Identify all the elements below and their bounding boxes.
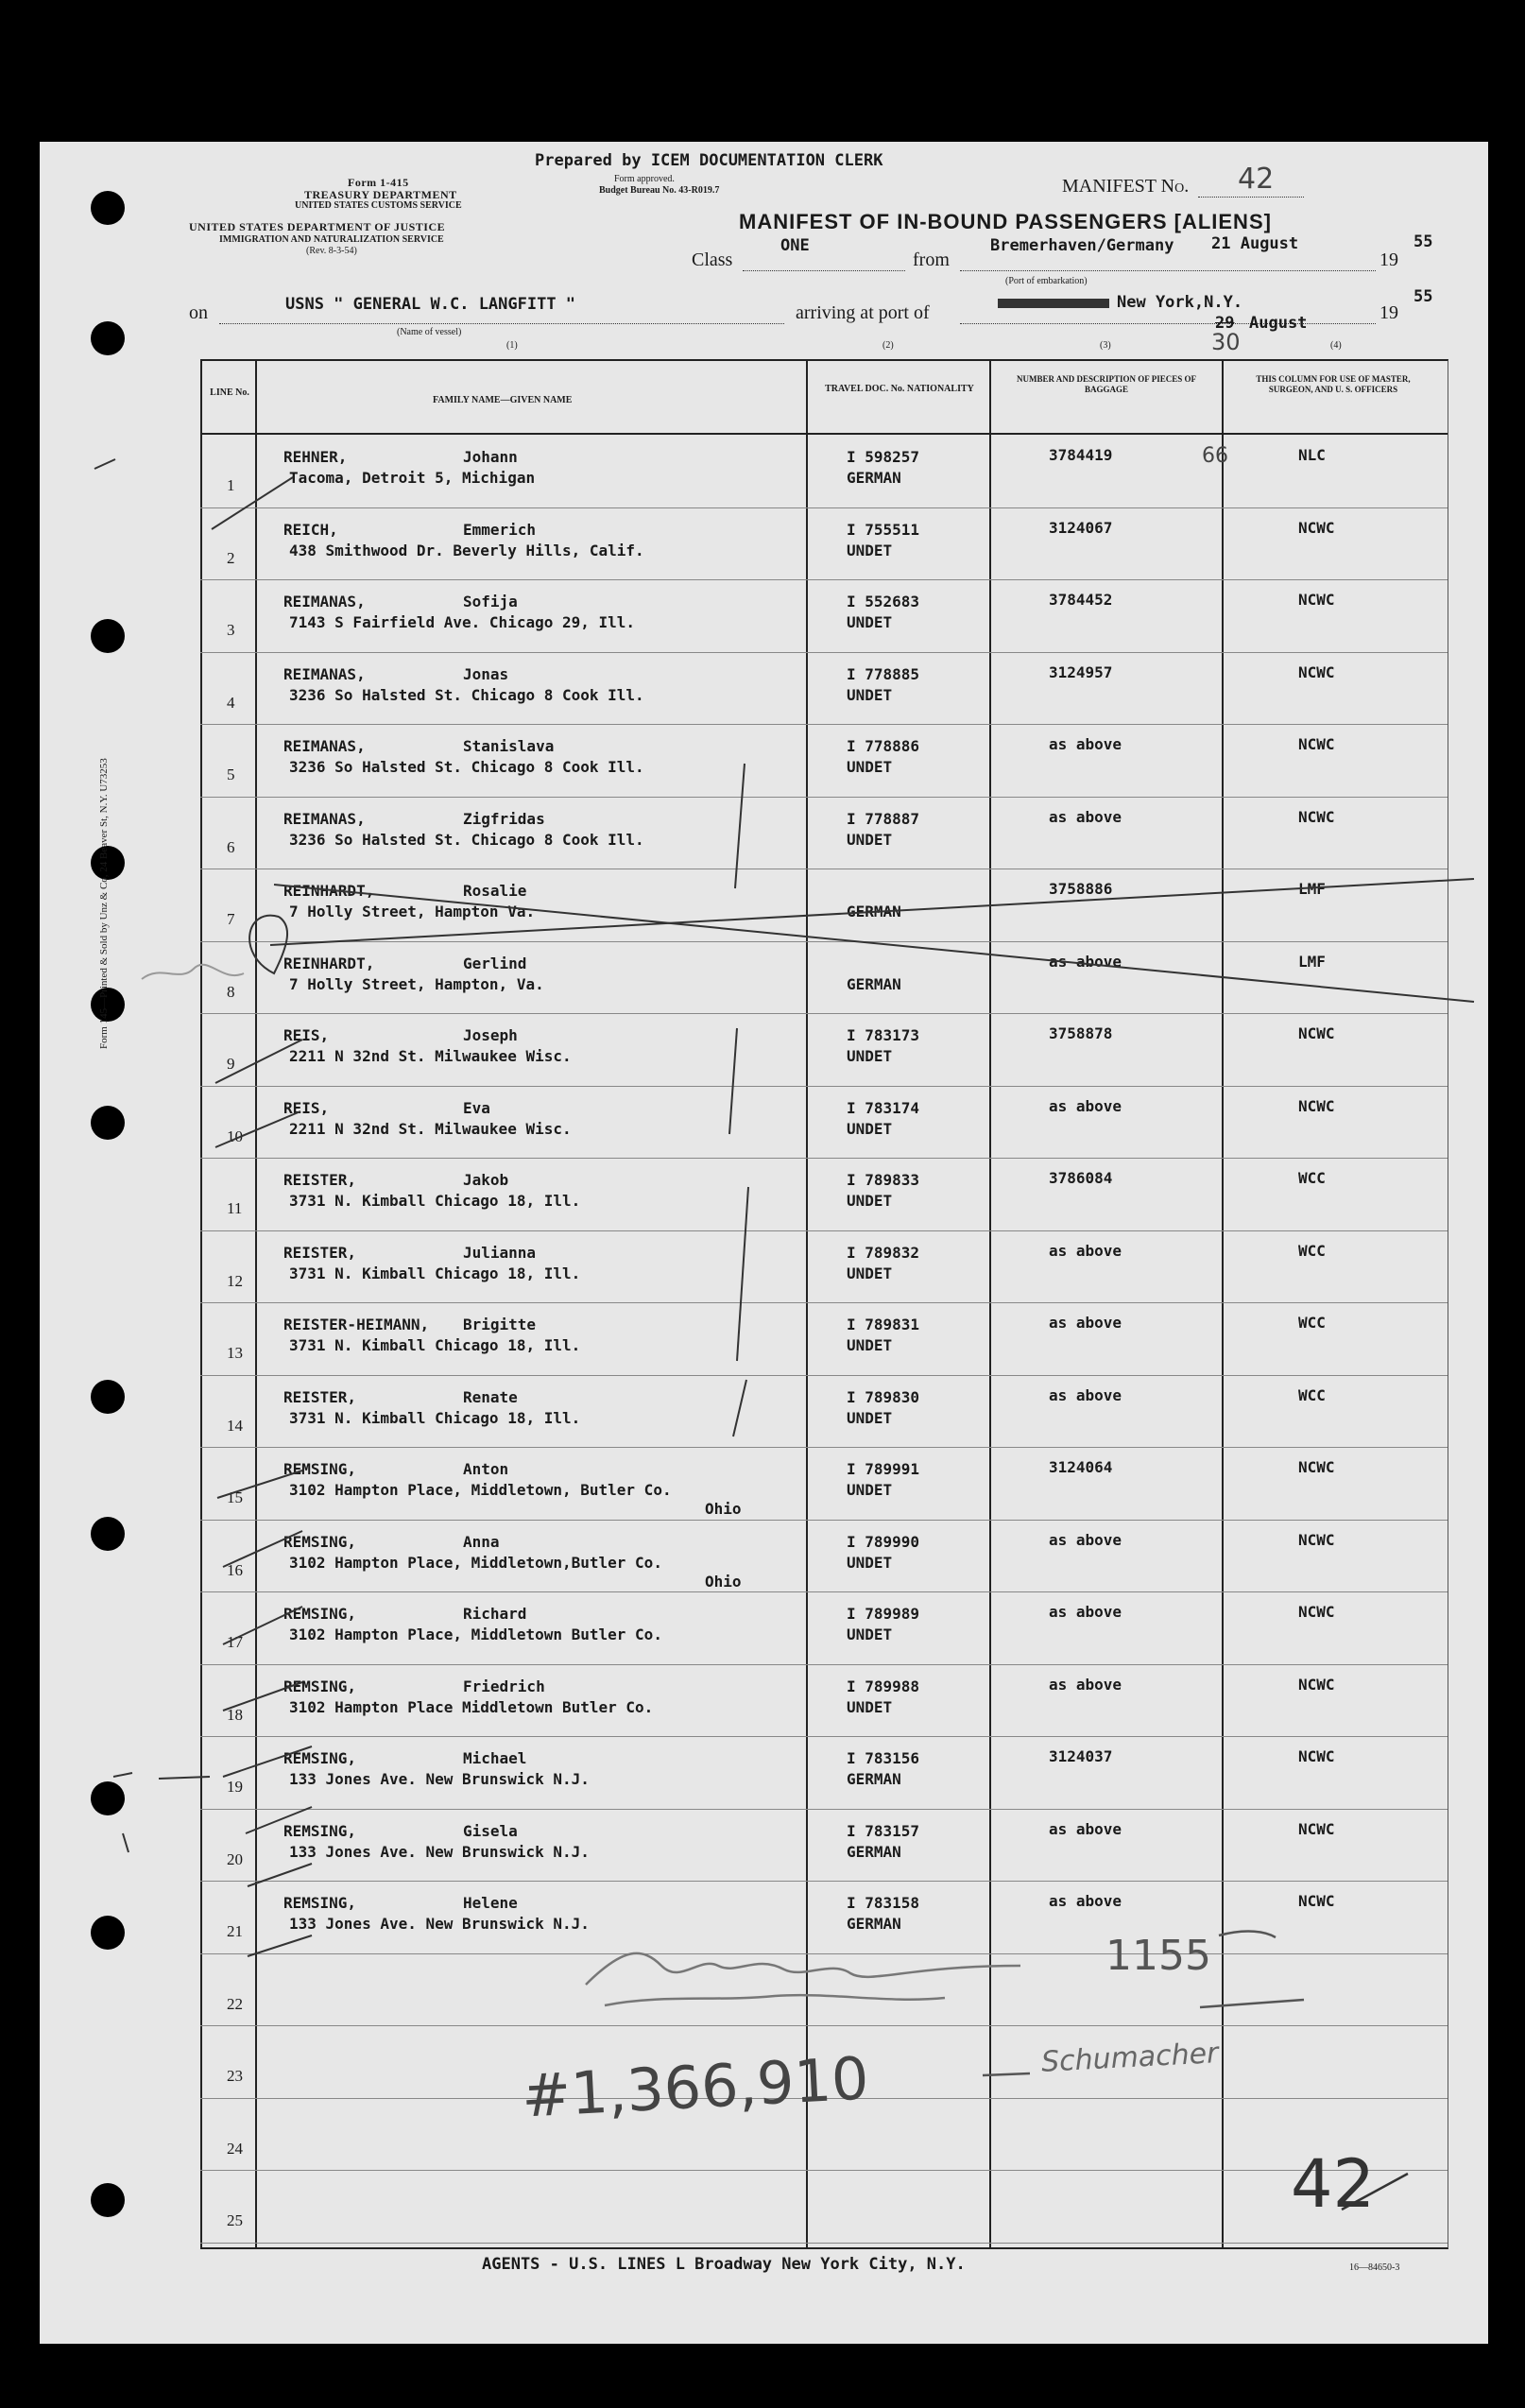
budget-bureau: Budget Bureau No. 43-R019.7 [599,185,720,196]
travel-doc-no: I 783174 [847,1098,920,1117]
line-number: 23 [227,2067,243,2085]
ins-service: IMMIGRATION AND NATURALIZATION SERVICE [219,234,444,245]
baggage: as above [1049,1385,1122,1404]
travel-doc-no: I 789831 [847,1316,920,1333]
family-name: REHNER, [283,448,348,466]
given-name: Johann [463,448,518,466]
line-number: 9 [227,1055,235,1073]
line-number: 3 [227,621,235,639]
address: 133 Jones Ave. New Brunswick N.J. [289,1770,590,1788]
nationality: UNDET [847,1119,893,1138]
given-name: Emmerich [463,520,537,539]
officer-code: NCWC [1298,1603,1335,1621]
line-number: 11 [227,1199,243,1217]
line-number: 6 [227,837,235,856]
family-name: REIS, [283,1098,330,1117]
line-number: 15 [227,1488,243,1506]
officer-code: NCWC [1298,1024,1335,1042]
year-label-1: 19 [1379,249,1398,270]
manifest-no-value: 42 [1238,163,1275,196]
line-number: 19 [227,1778,243,1796]
arrival-date: August [1249,314,1308,333]
nationality: UNDET [847,1047,893,1065]
travel-doc-no: I 783156 [847,1749,920,1767]
travel-doc-no: I 778887 [847,809,920,828]
officer-code: NCWC [1298,1530,1335,1549]
family-name: REICH, [283,520,338,539]
given-name: Zigfridas [463,809,545,828]
from-port: Bremerhaven/Germany [990,236,1174,255]
family-name: REISTER, [283,1387,357,1406]
address: 3102 Hampton Place, Middletown Butler Co. [289,1625,662,1643]
travel-doc-no: I 789830 [847,1387,920,1406]
baggage: 3784452 [1049,591,1113,609]
travel-doc-no: I 598257 [847,448,920,466]
col-number-2: (2) [882,340,894,351]
family-name: REIMANAS, [283,737,366,755]
arrival-date-struck: 29 [1215,314,1235,333]
officer-code: WCC [1298,1314,1326,1332]
officer-code: NCWC [1298,1675,1335,1694]
baggage: as above [1049,1530,1122,1549]
officer-code: NCWC [1298,518,1335,537]
line-number: 4 [227,693,235,712]
officer-code: NCWC [1298,735,1335,753]
line-number: 2 [227,548,235,567]
family-name: REISTER, [283,1171,357,1189]
family-name: REMSING, [283,1821,357,1840]
given-name: Jonas [463,664,509,683]
nationality: UNDET [847,830,893,849]
line-number: 8 [227,982,235,1001]
travel-doc-no: I 789988 [847,1677,920,1695]
address: 7143 S Fairfield Ave. Chicago 29, Ill. [289,613,636,631]
line-number: 7 [227,910,235,928]
family-name: REMSING, [283,1532,357,1551]
family-name: REMSING, [283,1677,357,1695]
travel-doc-no: I 778885 [847,664,920,683]
arrival-date-hand: 30 [1211,329,1241,355]
travel-doc-no: I 783157 [847,1821,920,1840]
baggage: as above [1049,1241,1122,1260]
officer-code: NCWC [1298,591,1335,609]
baggage: as above [1049,1675,1122,1694]
officer-code: NCWC [1298,807,1335,826]
baggage: as above [1049,735,1122,753]
address: 3731 N. Kimball Chicago 18, Ill. [289,1408,581,1427]
nationality: GERMAN [847,1770,901,1788]
address: 3102 Hampton Place Middletown Butler Co. [289,1697,654,1716]
given-name: Sofija [463,593,518,611]
baggage-note: 66 [1202,444,1228,468]
line-number: 14 [227,1416,243,1435]
nationality: GERMAN [847,1842,901,1861]
travel-doc-no: I 789991 [847,1460,920,1478]
address: 133 Jones Ave. New Brunswick N.J. [289,1842,590,1861]
officer-code: LMF [1298,952,1326,971]
nationality: GERMAN [847,974,901,993]
footer-code: 16—84650-3 [1349,2262,1400,2273]
address: 7 Holly Street, Hampton Va. [289,903,536,920]
baggage: 3124067 [1049,518,1113,537]
given-name: Rosalie [463,882,527,900]
officer-code: NCWC [1298,1747,1335,1765]
line-number: 1 [227,476,235,494]
given-name: Michael [463,1749,527,1767]
baggage: as above [1049,807,1122,826]
family-name: REIMANAS, [283,593,366,611]
address: 3236 So Halsted St. Chicago 8 Cook Ill. [289,685,644,704]
nationality: UNDET [847,1481,893,1499]
manifest-no-label: MANIFEST No. [1062,176,1190,197]
address-cont: Ohio [705,1500,742,1518]
family-name: REIS, [283,1026,330,1044]
baggage: as above [1049,1314,1122,1332]
baggage: as above [1049,1892,1122,1910]
form-approved: Form approved. [614,174,675,184]
from-label: from [913,249,950,270]
address: 3236 So Halsted St. Chicago 8 Cook Ill. [289,758,644,776]
col-header-line-no: LINE No. [210,387,249,398]
address: 2211 N 32nd St. Milwaukee Wisc. [289,1119,572,1138]
given-name: Jakob [463,1171,509,1189]
family-name: REMSING, [283,1749,357,1767]
address: 3102 Hampton Place, Middletown, Butler Co. [289,1481,672,1499]
travel-doc-no: I 789989 [847,1605,920,1623]
arrival-port: New York,N.Y. [1117,293,1243,312]
family-name: REMSING, [283,1605,357,1623]
baggage: 3124957 [1049,662,1113,681]
nationality: UNDET [847,613,893,631]
given-name: Anna [463,1532,500,1551]
baggage: as above [1049,1603,1122,1621]
form-revision: (Rev. 8-3-54) [306,246,357,256]
col-header-officers: THIS COLUMN FOR USE OF MASTER, SURGEON, AND U. S. OFFICERS [1256,374,1411,394]
strike-line [270,879,1474,945]
address: 438 Smithwood Dr. Beverly Hills, Calif. [289,541,644,559]
class-value: ONE [780,236,810,255]
line-number: 5 [227,765,235,783]
nationality: GERMAN [847,469,901,487]
year-value-1: 55 [1414,232,1433,251]
treasury-dept: TREASURY DEPARTMENT [304,188,457,201]
family-name: REINHARDT, [283,882,375,900]
given-name: Julianna [463,1243,537,1262]
line-number: 24 [227,2139,243,2158]
address: 3731 N. Kimball Chicago 18, Ill. [289,1264,581,1282]
nationality: UNDET [847,1697,893,1716]
nationality: UNDET [847,541,893,559]
officer-code: NCWC [1298,1096,1335,1115]
hand-number: #1,366,910 [520,2043,871,2131]
given-name: Anton [463,1460,509,1478]
baggage: 3124037 [1049,1747,1113,1765]
officer-code: LMF [1298,880,1326,898]
given-name: Helene [463,1894,518,1912]
printer-side-text: Form 145—Printed & Sold by Unz & Co, 24 Beaver St, N.Y. U73253 [98,758,110,1049]
travel-doc-no: I 789833 [847,1171,920,1189]
family-name: REMSING, [283,1460,357,1478]
given-name: Joseph [463,1026,518,1044]
family-name: REISTER-HEIMANN, [283,1316,430,1333]
baggage: as above [1049,952,1122,971]
footer-agents: AGENTS - U.S. LINES L Broadway New York City, N.Y. [482,2255,966,2274]
line-number: 12 [227,1271,243,1290]
baggage: 3786084 [1049,1169,1113,1187]
year-label-2: 19 [1379,302,1398,323]
family-name: REMSING, [283,1894,357,1912]
officer-code: NCWC [1298,1458,1335,1476]
line-number: 10 [227,1127,243,1145]
officer-code: NLC [1298,446,1326,464]
line-number: 22 [227,1994,243,2013]
family-name: REINHARDT, [283,954,375,972]
hand-signature-name: Schumacher [1040,2037,1220,2079]
baggage: 3758878 [1049,1024,1113,1042]
given-name: Eva [463,1098,490,1117]
form-number: Form 1-415 [348,176,409,189]
nationality: UNDET [847,1625,893,1643]
line-number: 18 [227,1705,243,1724]
officer-code: NCWC [1298,1892,1335,1910]
embarkation-label: (Port of embarkation) [1005,276,1088,286]
col-header-name: FAMILY NAME—GIVEN NAME [433,395,573,405]
nationality: UNDET [847,1192,893,1210]
travel-doc-no: I 778886 [847,737,920,755]
baggage: 3784419 [1049,446,1113,464]
address: 3731 N. Kimball Chicago 18, Ill. [289,1336,581,1354]
address-cont: Ohio [705,1572,742,1591]
travel-doc-no: I 783158 [847,1894,920,1912]
given-name: Gisela [463,1821,518,1840]
given-name: Stanislava [463,737,555,755]
line-number: 13 [227,1344,243,1362]
year-value-2: 55 [1414,287,1433,306]
hand-page-number: 42 [1291,2145,1376,2223]
justice-dept: UNITED STATES DEPARTMENT OF JUSTICE [189,220,446,233]
address: Tacoma, Detroit 5, Michigan [289,469,536,487]
nationality: UNDET [847,685,893,704]
address: 3731 N. Kimball Chicago 18, Ill. [289,1192,581,1210]
travel-doc-no: I 552683 [847,593,920,611]
nationality: UNDET [847,1408,893,1427]
given-name: Renate [463,1387,518,1406]
baggage: 3758886 [1049,880,1113,898]
officer-code: WCC [1298,1241,1326,1260]
officer-code: NCWC [1298,1819,1335,1838]
strike-line [274,885,1474,1002]
given-name: Friedrich [463,1677,545,1695]
baggage: as above [1049,1096,1122,1115]
baggage: as above [1049,1819,1122,1838]
from-date: 21 August [1211,234,1299,253]
address: 7 Holly Street, Hampton, Va. [289,974,544,993]
col-number-3: (3) [1100,340,1111,351]
col-header-travel-doc: TRAVEL DOC. No. NATIONALITY [825,384,974,394]
nationality: UNDET [847,1336,893,1354]
family-name: REIMANAS, [283,809,366,828]
line-number: 17 [227,1633,243,1651]
given-name: Richard [463,1605,527,1623]
travel-doc-no: I 789832 [847,1243,920,1262]
nationality: GERMAN [847,1915,901,1933]
address: 3102 Hampton Place, Middletown,Butler Co. [289,1553,662,1572]
baggage: 3124064 [1049,1458,1113,1476]
officer-code: WCC [1298,1385,1326,1404]
col-number-4: (4) [1330,340,1342,351]
on-label: on [189,302,208,323]
line-number: 20 [227,1849,243,1868]
nationality: UNDET [847,1553,893,1572]
address: 133 Jones Ave. New Brunswick N.J. [289,1915,590,1933]
travel-doc-no: I 755511 [847,520,920,539]
col-number-1: (1) [506,340,518,351]
travel-doc-no: I 789990 [847,1532,920,1551]
address: 2211 N 32nd St. Milwaukee Wisc. [289,1047,572,1065]
customs-service: UNITED STATES CUSTOMS SERVICE [295,200,462,211]
given-name: Brigitte [463,1316,537,1333]
address: 3236 So Halsted St. Chicago 8 Cook Ill. [289,830,644,849]
prepared-by: Prepared by ICEM DOCUMENTATION CLERK [535,151,883,170]
family-name: REIMANAS, [283,664,366,683]
col-header-baggage: NUMBER AND DESCRIPTION OF PIECES OF BAGGAGE [1017,374,1196,394]
line-number: 16 [227,1560,243,1579]
nationality: GERMAN [847,903,901,920]
arriving-label: arriving at port of [796,302,930,323]
vessel-label: (Name of vessel) [397,327,462,337]
given-name: Gerlind [463,954,527,972]
vessel-name: USNS " GENERAL W.C. LANGFITT " [285,295,576,314]
nationality: UNDET [847,1264,893,1282]
travel-doc-no: I 783173 [847,1026,920,1044]
class-label: Class [692,249,733,270]
officer-code: NCWC [1298,662,1335,681]
nationality: UNDET [847,758,893,776]
officer-code: WCC [1298,1169,1326,1187]
line-number: 25 [227,2211,243,2229]
family-name: REISTER, [283,1243,357,1262]
line-number: 21 [227,1922,243,1940]
hand-time: 1155 [1105,1932,1211,1980]
manifest-title: MANIFEST OF IN-BOUND PASSENGERS [ALIENS] [739,210,1272,233]
